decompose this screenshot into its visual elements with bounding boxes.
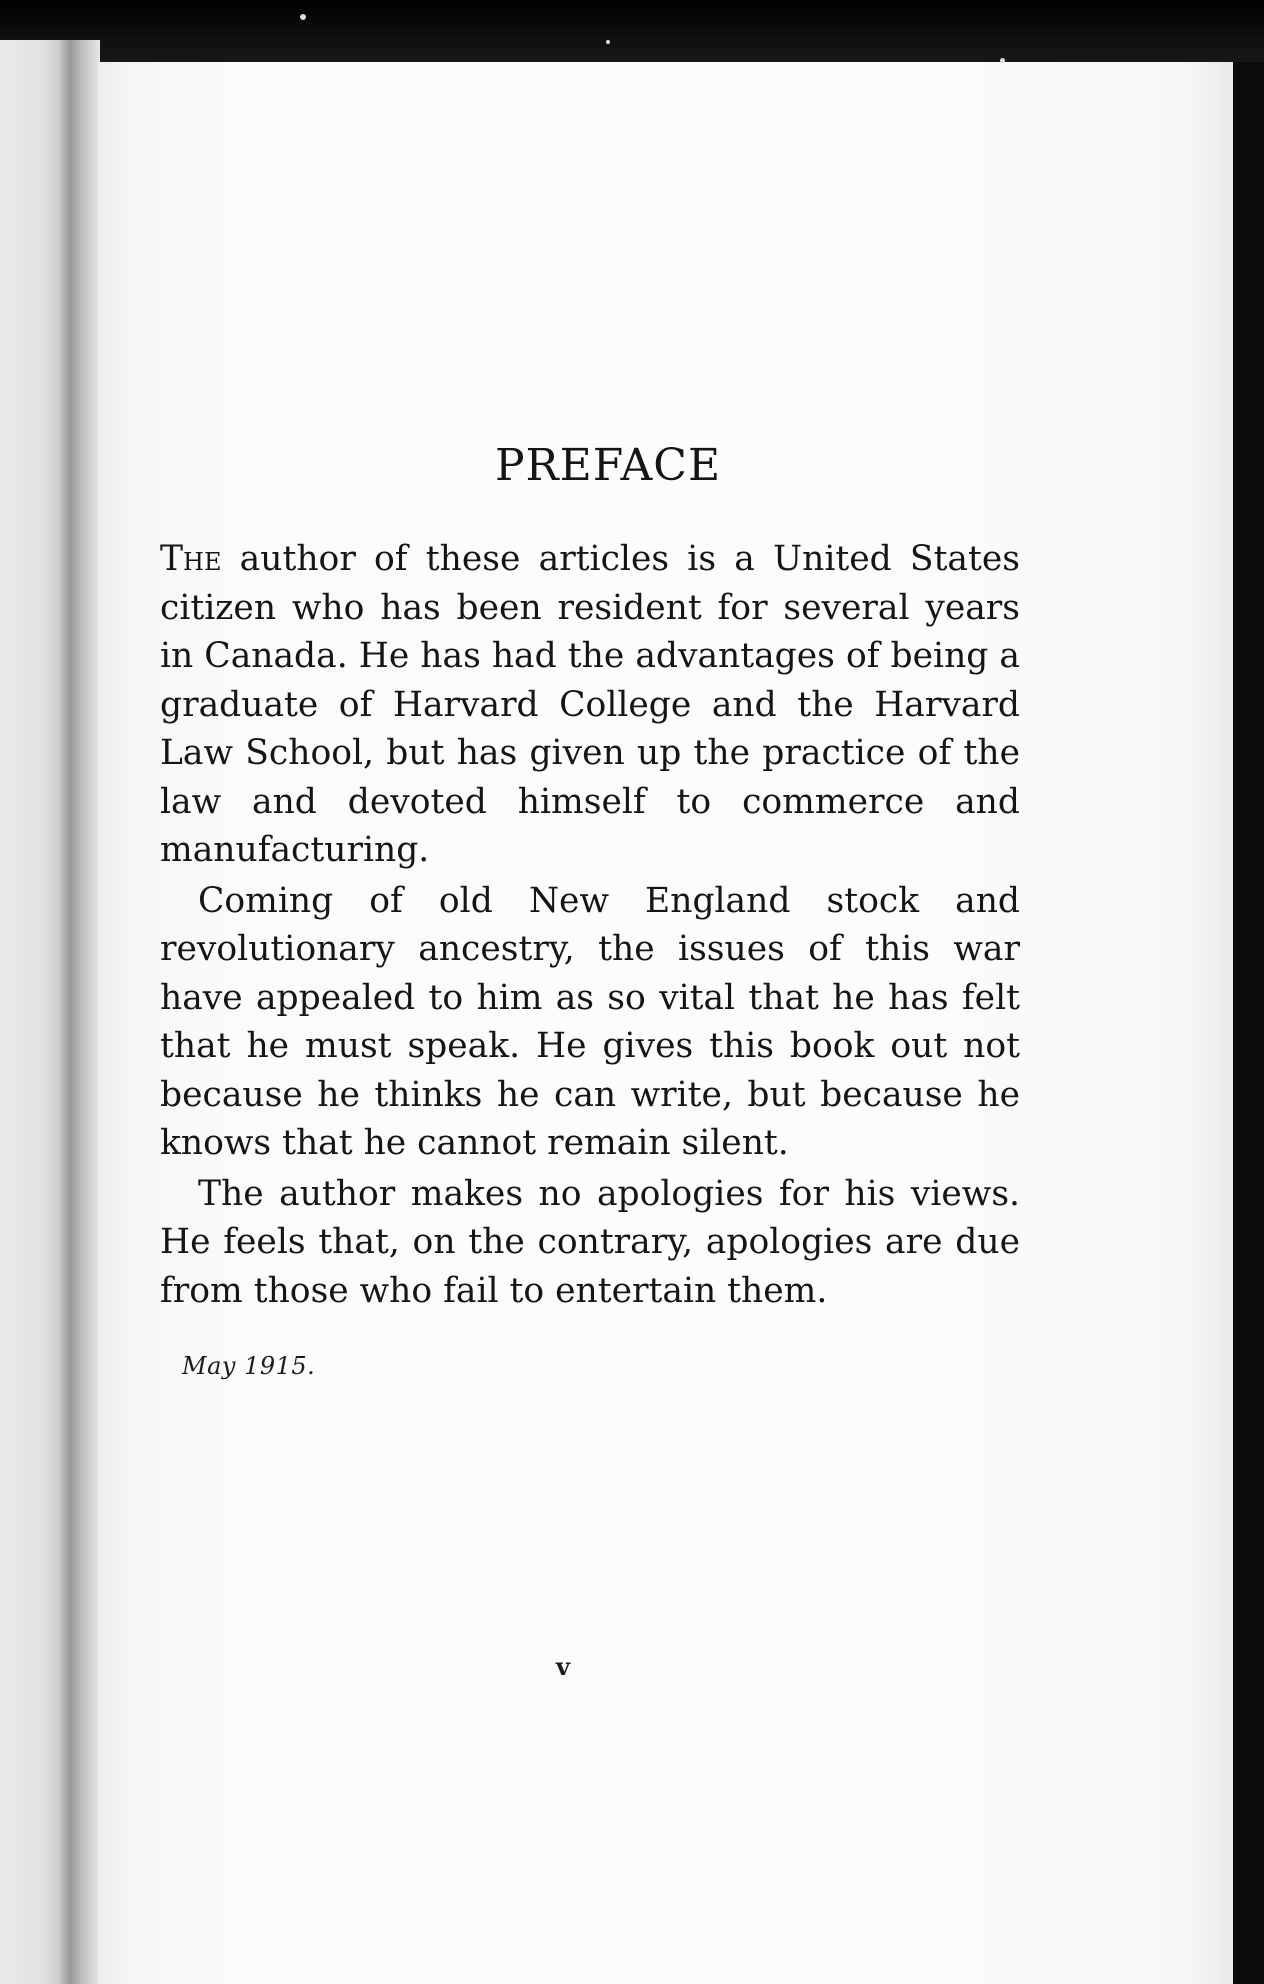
paragraph-text: author of these articles is a United States citizen who has been resident for several years in Canada. He has had the advantages of being a graduate of Harvard College and the Harvard Law School, but has given up the practice of the law and devoted himself to commerce and manufacturing. [160,539,1020,870]
paragraph-2 [160,877,1020,1168]
page-title: PREFACE [494,440,722,491]
preface-text-block [160,440,1020,1317]
page-number: v [556,1652,570,1681]
scan-speck [300,14,306,20]
right-scan-border [1233,62,1264,1984]
scan-speck [606,40,610,44]
paragraph-1 [160,535,1020,875]
binding-edge [0,40,100,1984]
paragraph-text: Coming of old New England stock and revolutionary ancestry, the issues of this war have appealed to him as so vital that he has felt that he must speak. He gives this book out not because he thinks he can write, but because he knows that he cannot remain silent. [160,880,1020,1163]
date-line: May 1915. [182,1352,316,1380]
paragraph-text: The author makes no apologies for his views. He feels that, on the contrary, apologies are due from those who fail to entertain them. [160,1173,1020,1311]
paragraph-lead-word: The [160,539,222,579]
scan-speck [1000,58,1005,63]
paragraph-3 [160,1170,1020,1316]
top-scan-shadow [0,0,1264,70]
